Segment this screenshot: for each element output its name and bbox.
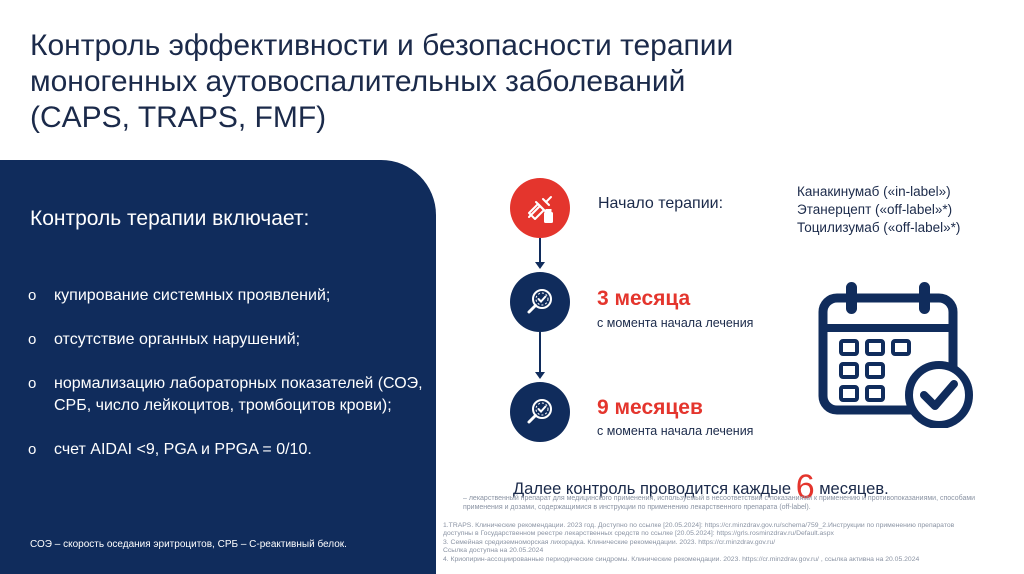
arrow-down-icon [535, 262, 545, 269]
bullet-marker: o [28, 441, 37, 458]
therapy-start-label: Начало терапии: [598, 195, 724, 212]
list-item [28, 329, 428, 351]
step-9-months-caption: с момента начала лечения [597, 424, 754, 438]
control-list [28, 285, 428, 483]
drug-item: Канакинумаб («in-label») [797, 184, 951, 199]
list-item-text: купирование системных проявлений; [54, 287, 331, 304]
list-item-text: нормализацию лабораторных показателей (СОЭ, СРБ, число лейкоцитов, тромбоцитов крови); [54, 375, 423, 414]
reference-line: 4. Криопирин-ассоциированные периодические синдромы. Клинические рекомендации. 2023. https://cr.minzdrav.gov.ru/ , ссылка активна на 20.05.2024 [443, 555, 920, 563]
bullet-marker: o [28, 287, 37, 304]
title-line-3: (CAPS, TRAPS, FMF) [30, 101, 327, 134]
bullet-marker: o [28, 331, 37, 348]
arrow-down-icon [535, 372, 545, 379]
bullet-marker: o [28, 375, 37, 392]
list-item-text: отсутствие органных нарушений; [54, 331, 301, 348]
magnifier-check-icon [510, 382, 570, 442]
page-title [30, 28, 930, 136]
step-3-months-caption: с момента начала лечения [597, 316, 754, 330]
off-label-note: – лекарственный препарат для медицинского применения, используемый в несоответствии с показаниями к применению и противопоказаниями, способами применения и дозами, содержащимися в инструкции по применению лекарственного препарата (off-label). [463, 495, 976, 511]
references [443, 522, 1013, 564]
further-post: месяцев. [819, 480, 889, 498]
reference-line: 3. Семейная средиземноморская лихорадка. Клинические рекомендации. 2023. https://cr.minzdrav.gov.ru/ [443, 538, 776, 546]
list-item [28, 439, 428, 461]
title-line-2: моногенных аутовоспалительных заболеваний [30, 65, 686, 98]
further-pre: Далее контроль проводится каждые [513, 480, 792, 498]
step-9-months: 9 месяцев [597, 396, 703, 419]
drug-item: Тоцилизумаб («off-label»*) [797, 220, 961, 235]
timeline-connector [539, 332, 541, 373]
abbreviation-footnote: СОЭ – скорость оседания эритроцитов, СРБ – С-реактивный белок. [30, 539, 347, 550]
list-item-text: счет AIDAI <9, PGA и PPGA = 0/10. [54, 441, 312, 458]
reference-line: доступны в Государственном реестре лекарственных средств по ссылке [20.05.2024]: https://grls.rosminzdrav.ru/Default.aspx [443, 530, 834, 538]
panel-heading: Контроль терапии включает: [30, 207, 310, 230]
further-months-number: 6 [795, 468, 815, 506]
reference-line: Ссылка доступна на 20.05.2024 [443, 547, 544, 555]
list-item [28, 285, 428, 307]
reference-line: 1.TRAPS. Клинические рекомендации. 2023 год. Доступно по ссылке [20.05.2024]: https://cr.minzdrav.gov.ru/schema/759_2.Инструкции по применению препаратов [443, 522, 955, 529]
drug-list [797, 183, 960, 237]
timeline-connector [539, 238, 541, 263]
drug-item: Этанерцепт («off-label»*) [797, 202, 953, 217]
list-item [28, 373, 428, 417]
calendar-check-icon [817, 278, 977, 428]
syringe-vial-icon [510, 178, 570, 238]
step-3-months: 3 месяца [597, 287, 691, 310]
magnifier-check-icon [510, 272, 570, 332]
title-line-1: Контроль эффективности и безопасности терапии [30, 29, 734, 62]
